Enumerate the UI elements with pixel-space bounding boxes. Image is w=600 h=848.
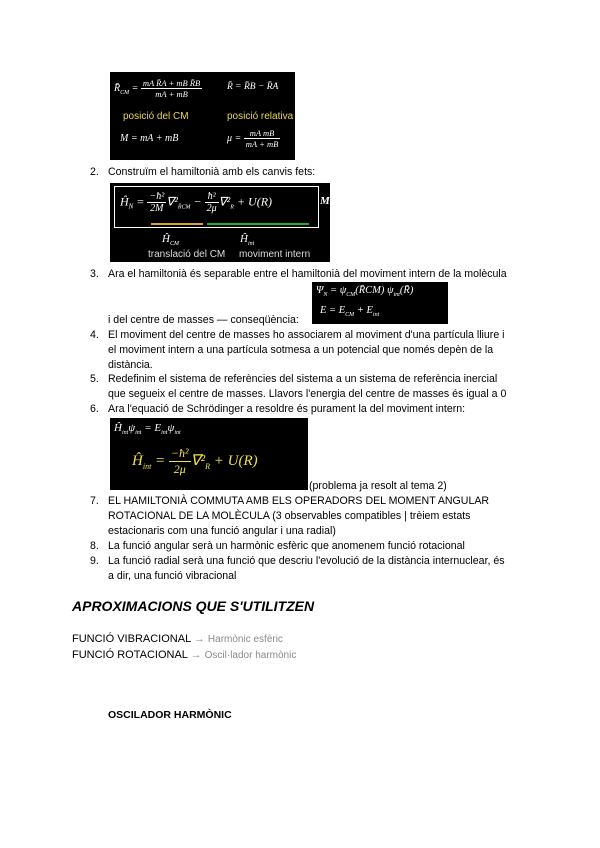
equation-image-internal-schrodinger: [110, 418, 308, 490]
underline-cm-term: [151, 223, 203, 225]
item-6-note: (problema ja resolt al tema 2): [309, 480, 447, 492]
list-item-2: Construïm el hamiltonià amb els canvis fets:: [108, 166, 316, 178]
list-number-2: 2.: [90, 166, 99, 178]
row-label: FUNCIÓ VIBRACIONAL: [72, 633, 191, 645]
total-mass-equation: M = mA + mB: [120, 133, 179, 144]
relative-position-equation: R̄ = R̄B − R̄A: [227, 82, 279, 92]
list-number-5: 5.: [90, 373, 99, 385]
equation-image-separation: [312, 282, 448, 324]
list-item-9-line-2: a dir, una funció vibracional: [108, 570, 237, 582]
list-number-3: 3.: [90, 268, 99, 280]
list-item-5-line-1: Redefinim el sistema de referències del sistema a un sistema de referència inercial: [108, 373, 498, 385]
list-item-3: Ara el hamiltonià és separable entre el hamiltonià del moviment intern de la molècula: [108, 268, 507, 280]
wavefunction-product: $\Psi_N$ = $\psi_{CM}(R̄CM)$ $\psi_{int}(R̄)$: [316, 285, 414, 299]
hcm-label: $Ĥ_{CM}$: [162, 233, 179, 248]
equation-image-hamiltonian: [110, 183, 330, 262]
label-relative-position: posició relativa: [227, 111, 294, 122]
row-label: FUNCIÓ ROTACIONAL: [72, 649, 188, 661]
subheading-harmonic-oscillator: OSCILADOR HARMÒNIC: [108, 709, 232, 721]
section-heading: APROXIMACIONS QUE S'UTILITZEN: [72, 598, 315, 614]
internal-eigen-equation: $Ĥ_{int}\psi_{int} = E_{int}\psi_{int}$: [114, 422, 181, 437]
rcm-equation: $R̄_{CM}$ = $\frac{\text{mA R̄A + mB R̄B}}{mA + mB}$: [114, 78, 201, 99]
list-item-9-line-1: La funció radial serà una funció que descriu l'evolució de la distància internuclear, és: [108, 555, 505, 567]
label-internal-motion: moviment intern: [239, 249, 311, 260]
list-item-4-line-3: distància.: [108, 359, 153, 371]
list-number-7: 7.: [90, 495, 99, 507]
underline-internal-term: [207, 223, 309, 225]
list-item-4-line-1: El moviment del centre de masses ho associarem al moviment d'una partícula lliure i: [108, 329, 505, 341]
list-number-9: 9.: [90, 555, 99, 567]
row-value: Harmònic esfèric: [207, 634, 283, 645]
row-value: Oscil·lador harmònic: [204, 650, 297, 661]
list-item-5-line-2: que segueix el centre de masses. Llavors l'energia del centre de masses és igual a 0: [108, 388, 507, 400]
list-number-4: 4.: [90, 329, 99, 341]
list-item-8: La funció angular serà un harmònic esfèric que anomenem funció rotacional: [108, 540, 465, 552]
hint-label: $Ĥ_{int}$: [240, 233, 255, 248]
equation-image-definitions: [110, 72, 295, 160]
arrow-icon: →: [190, 649, 202, 661]
label-cm-position: posició del CM: [123, 111, 189, 122]
cut-off-letter: M: [320, 195, 330, 207]
energy-sum: $E = E_{CM} + E_{int}$: [320, 305, 380, 319]
approximation-row-rotational: [72, 649, 296, 661]
list-item-4-line-2: el moviment intern a una partícula sotmesa a un potencial que només depèn de la: [108, 344, 494, 356]
list-item-6: Ara l'equació de Schrödinger a resoldre és purament la del moviment intern:: [108, 403, 466, 415]
list-item-7-line-3: estacionaris com una funció angular i una radial): [108, 525, 336, 537]
internal-hamiltonian-equation: $Ĥ_{int}$ = $\frac{\text{−ħ²}}{2\mu}$ $\nabla^2_R + U(R)$: [132, 446, 258, 476]
arrow-icon: →: [193, 633, 205, 645]
label-cm-translation: translació del CM: [148, 249, 226, 260]
list-item-7-line-2: ROTACIONAL DE LA MOLÈCULA (3 observables compatibles | trèiem estats: [108, 510, 471, 522]
list-number-8: 8.: [90, 540, 99, 552]
list-number-6: 6.: [90, 403, 99, 415]
approximation-row-vibrational: [72, 633, 283, 645]
list-item-3-continued: i del centre de masses — conseqüència:: [108, 314, 299, 326]
reduced-mass-equation: μ = $\frac{\text{mA mB}}{mA + mB}$: [227, 128, 279, 149]
hamiltonian-equation: $Ĥ_N$ = $\frac{\text{−ħ²}}{2M}$ $\nabla^2_{R̄CM}$ − $\frac{\text{ħ²}}{2\mu}$ $\nabla^2_R + U(R)$: [120, 191, 273, 214]
list-item-7-line-1: EL HAMILTONIÀ COMMUTA AMB ELS OPERADORS DEL MOMENT ANGULAR: [108, 495, 490, 507]
